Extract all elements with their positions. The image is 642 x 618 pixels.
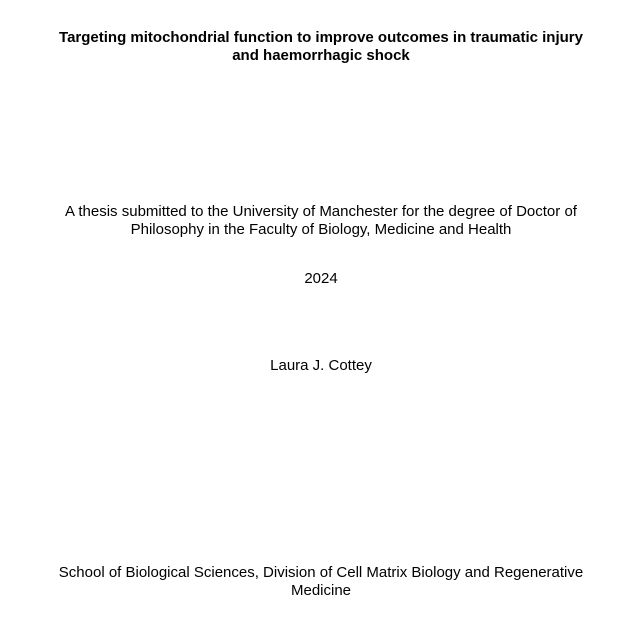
school-affiliation-line-1: School of Biological Sciences, Division of Cell Matrix Biology and Regenerative [58, 564, 584, 581]
submission-statement-line-1: A thesis submitted to the University of Manchester for the degree of Doctor of [65, 203, 577, 220]
author-name: Laura J. Cottey [270, 357, 372, 374]
submission-statement [0, 203, 642, 239]
thesis-title-line-2: and haemorrhagic shock [232, 47, 410, 64]
thesis-title-line-1: Targeting mitochondrial function to improve outcomes in traumatic injury [59, 29, 583, 46]
school-affiliation [0, 564, 642, 600]
submission-statement-line-2: Philosophy in the Faculty of Biology, Medicine and Health [130, 221, 512, 238]
thesis-title [0, 29, 642, 65]
submission-year: 2024 [304, 270, 338, 287]
school-affiliation-line-2: Medicine [290, 582, 352, 599]
